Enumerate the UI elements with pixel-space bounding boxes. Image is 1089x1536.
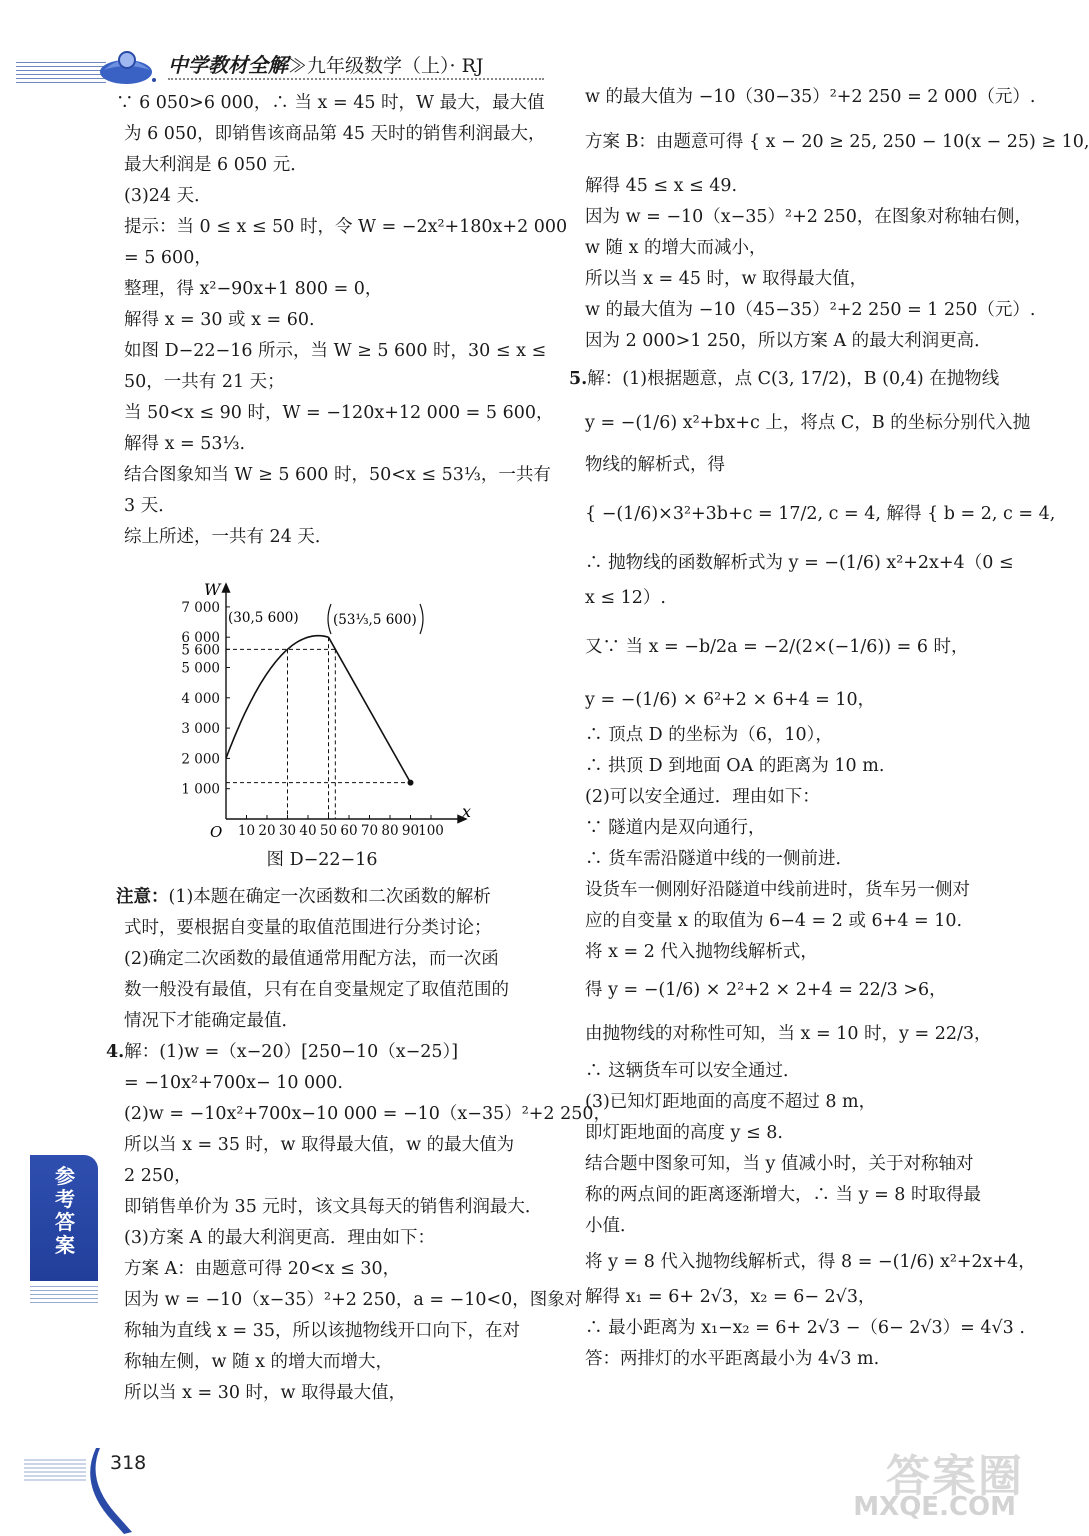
text-line: 将 x = 2 代入抛物线解析式，: [585, 942, 818, 962]
reference-answer-tab: [30, 1155, 98, 1281]
function-graph: [116, 559, 548, 845]
text-line: w 随 x 的增大而减小，: [585, 238, 767, 258]
quadratic-curve: [226, 636, 329, 759]
text-line: 结合题中图象可知，当 y 值减小时，关于对称轴对: [585, 1154, 974, 1174]
text-line: 综上所述，一共有 24 天．: [124, 527, 333, 547]
text-line: 结合图象知当 W ≥ 5 600 时，50<x ≤ 53⅓，一共有: [124, 465, 551, 485]
question-4-start: [106, 1037, 548, 1068]
linear-segment: [329, 637, 411, 782]
text-line: 方案 A：由题意可得 20<x ≤ 30，: [124, 1259, 401, 1279]
x-tick-label: 70: [360, 823, 379, 839]
header-title: [168, 49, 484, 78]
point-b-bracket-right: [420, 604, 423, 634]
x-tick-label: 100: [418, 823, 444, 839]
text-line: 又∵ 当 x = −b/2a = −2/(2×(−1/6)) = 6 时，: [585, 637, 969, 657]
text-line: 最大利润是 6 050 元．: [124, 155, 308, 175]
text-line: = 5 600，: [124, 248, 212, 268]
endpoint-dot: [408, 780, 412, 784]
sidebar-stripes: [30, 1286, 98, 1306]
text-line: = −10x²+700x− 10 000.: [124, 1073, 343, 1093]
text-line: w 的最大值为 −10（45−35）²+2 250 = 1 250（元）.: [585, 300, 1036, 320]
text-line: 得 y = −(1/6) × 2²+2 × 2+4 = 22/3 >6，: [585, 980, 947, 1000]
right-column: [569, 82, 1089, 1375]
point-b-bracket-left: [328, 604, 331, 634]
y-tick-label: 2 000: [181, 751, 220, 768]
text-line: (2)w = −10x²+700x−10 000 = −10（x−35）²+2 250，: [124, 1104, 612, 1124]
x-tick-label: 50: [319, 823, 338, 839]
x-tick-label: 40: [299, 823, 317, 839]
book-title: 中学教材全解: [168, 53, 288, 77]
text-line: 即灯距地面的高度 y ≤ 8.: [585, 1123, 783, 1143]
y-tick-label: 6 000: [181, 630, 220, 647]
text-line: ∴ 抛物线的函数解析式为 y = −(1/6) x²+2x+4（0 ≤: [585, 553, 1014, 573]
text-line: 解：(1)w =（x−20）[250−10（x−25）]: [124, 1042, 459, 1062]
question-number: 5.: [569, 369, 588, 389]
book-logo-icon: [96, 46, 158, 88]
text-line: w 的最大值为 −10（30−35）²+2 250 = 2 000（元）.: [585, 87, 1036, 107]
y-tick-label: 5 600: [181, 642, 220, 659]
text-line: 所以当 x = 35 时，w 取得最大值，w 的最大值为: [124, 1135, 515, 1155]
note-text: (2)确定二次函数的最值通常用配方法，而一次函: [124, 949, 499, 969]
text-line: (3)24 天．: [124, 186, 212, 206]
text-line: 所以当 x = 45 时，w 取得最大值，: [585, 269, 868, 289]
text-line: 称的两点间的距离逐渐增大，∴ 当 y = 8 时取得最: [585, 1185, 981, 1205]
text-line: ∵ 6 050>6 000，∴ 当 x = 45 时，W 最大，最大值: [116, 93, 545, 113]
text-line: x ≤ 12）.: [585, 588, 666, 608]
text-line: 提示：当 0 ≤ x ≤ 50 时，令 W = −2x²+180x+2 000: [124, 217, 568, 237]
point-b-label: (53⅓,5 600): [333, 612, 417, 628]
text-line: ∴ 货车需沿隧道中线的一侧前进．: [585, 849, 854, 869]
note-label: 注意：: [116, 887, 169, 907]
header-divider: [168, 78, 544, 80]
watermark-url: MXQE.COM: [853, 1492, 1016, 1522]
text-line: 当 50<x ≤ 90 时，W = −120x+12 000 = 5 600，: [124, 403, 554, 423]
text-line: 3 天．: [124, 496, 176, 516]
y-tick-label: 1 000: [181, 781, 220, 798]
x-tick-label: 90: [401, 823, 420, 839]
text-line: ∴ 顶点 D 的坐标为（6，10），: [585, 725, 833, 745]
watermark: [834, 1440, 1024, 1528]
text-line: (3)方案 A 的最大利润更高．理由如下：: [124, 1228, 436, 1248]
x-tick-label: 10: [237, 823, 256, 839]
figure-caption: 图 D−22−16: [266, 850, 378, 870]
y-tick-label: 7 000: [181, 599, 220, 616]
text-line: 解得 x₁ = 6+ 2√3，x₂ = 6− 2√3，: [585, 1287, 876, 1307]
page-number: 318: [110, 1452, 147, 1474]
point-a-label: (30,5 600): [228, 610, 299, 626]
figure-d-22-16: [116, 559, 548, 845]
text-line: 称轴为直线 x = 35，所以该抛物线开口向下，在对: [124, 1321, 520, 1341]
text-line: 如图 D−22−16 所示，当 W ≥ 5 600 时，30 ≤ x ≤: [124, 341, 547, 361]
text-line: 因为 2 000>1 250，所以方案 A 的最大利润更高．: [585, 331, 992, 351]
text-line: 为 6 050，即销售该商品第 45 天时的销售利润最大，: [124, 124, 546, 144]
y-tick-label: 5 000: [181, 660, 220, 677]
text-line: 解得 x = 30 或 x = 60.: [124, 310, 315, 330]
x-tick-label: 60: [340, 823, 358, 839]
text-line: 即销售单价为 35 元时，该文具每天的销售利润最大．: [124, 1197, 543, 1217]
text-line: 解：(1)根据题意，点 C(3, 17/2)，B (0,4) 在抛物线: [587, 369, 1000, 389]
text-line: ∴ 最小距离为 x₁−x₂ = 6+ 2√3 −（6− 2√3）= 4√3 .: [585, 1318, 1025, 1338]
x-tick-label: 80: [381, 823, 399, 839]
x-axis-label: x: [462, 802, 472, 821]
text-line: 方案 B：由题意可得 { x − 20 ≥ 25, 250 − 10(x − 25) ≥ 10,: [585, 132, 1089, 152]
note-line: [116, 882, 548, 913]
text-line: y = −(1/6) × 6²+2 × 6+4 = 10，: [585, 690, 876, 710]
question-number: 4.: [106, 1042, 125, 1062]
text-line: 2 250，: [124, 1166, 192, 1186]
note-text: 数一般没有最值，只有在自变量规定了取值范围的: [124, 980, 509, 1000]
text-line: 将 y = 8 代入抛物线解析式，得 8 = −(1/6) x²+2x+4，: [585, 1252, 1036, 1272]
page-footer: [20, 1440, 160, 1536]
text-line: ∴ 拱顶 D 到地面 OA 的距离为 10 m.: [585, 756, 885, 776]
text-line: 称轴左侧，w 随 x 的增大而增大，: [124, 1352, 394, 1372]
text-line: 小值．: [585, 1216, 638, 1236]
text-line: ∵ 隧道内是双向通行，: [585, 818, 766, 838]
y-tick-label: 4 000: [181, 690, 220, 707]
note-text: 情况下才能确定最值．: [124, 1011, 299, 1031]
y-axis-arrow: [223, 584, 230, 592]
text-line: ∴ 这辆货车可以安全通过．: [585, 1061, 801, 1081]
book-subtitle: ≫九年级数学（上）· RJ: [288, 55, 484, 77]
reference-answer-label: 参考答案: [55, 1164, 75, 1257]
text-line: 因为 w = −10（x−35）²+2 250，在图象对称轴右侧，: [585, 207, 1032, 227]
text-line: (3)已知灯距地面的高度不超过 8 m，: [585, 1092, 877, 1112]
header-stripes: [16, 62, 106, 86]
text-line: 整理，得 x²−90x+1 800 = 0，: [124, 279, 383, 299]
watermark-logo: 答案圈: [886, 1451, 1024, 1502]
y-axis-label: W: [204, 580, 221, 599]
text-line: y = −(1/6) x²+bx+c 上，将点 C，B 的坐标分别代入抛: [585, 413, 1031, 433]
y-tick-label: 3 000: [181, 721, 220, 738]
question-5-start: [569, 357, 1005, 401]
text-line: 因为 w = −10（x−35）²+2 250，a = −10<0，图象对: [124, 1290, 583, 1310]
text-line: 50，一共有 21 天；: [124, 372, 285, 392]
text-line: 解得 45 ≤ x ≤ 49.: [585, 176, 738, 196]
text-line: 由抛物线的对称性可知，当 x = 10 时，y = 22/3，: [585, 1024, 992, 1044]
text-line: 所以当 x = 30 时，w 取得最大值，: [124, 1383, 407, 1403]
text-line: 解得 x = 53⅓.: [124, 434, 246, 454]
note-text: (1)本题在确定一次函数和二次函数的解析: [168, 887, 491, 907]
x-tick-label: 20: [258, 823, 276, 839]
text-line: { −(1/6)×3²+3b+c = 17/2, c = 4, 解得 { b = 2, c = 4,: [585, 504, 1056, 524]
text-line: (2)可以安全通过．理由如下：: [585, 787, 820, 807]
x-tick-label: 30: [278, 823, 297, 839]
text-line: 物线的解析式，得: [585, 455, 725, 475]
origin-label: O: [210, 823, 223, 841]
page-header: [0, 0, 1034, 95]
text-line: 设货车一侧刚好沿隧道中线前进时，货车另一侧对: [585, 880, 970, 900]
note-text: 式时，要根据自变量的取值范围进行分类讨论；: [124, 918, 492, 938]
text-line: 答：两排灯的水平距离最小为 4√3 m.: [585, 1349, 880, 1369]
text-line: 应的自变量 x 的取值为 6−4 = 2 或 6+4 = 10.: [585, 911, 963, 931]
